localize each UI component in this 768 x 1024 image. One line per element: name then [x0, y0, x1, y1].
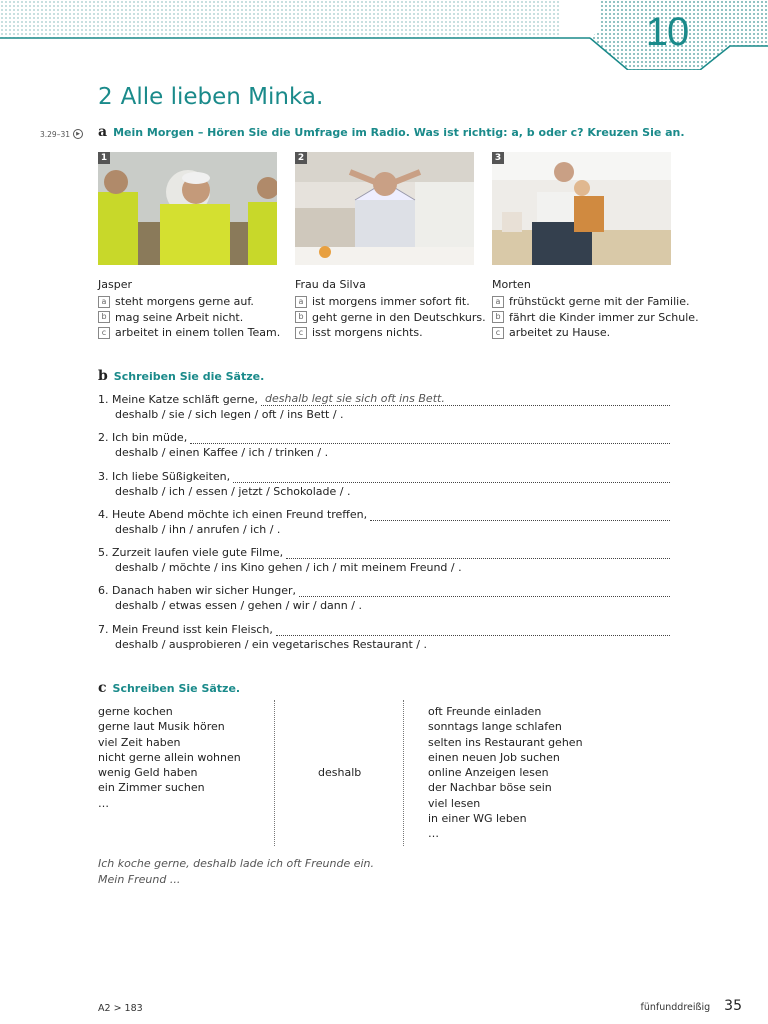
audio-reference[interactable] — [40, 129, 83, 139]
option-b[interactable] — [492, 310, 699, 326]
phrase: gerne kochen — [98, 705, 173, 718]
right-phrase-column — [428, 704, 583, 842]
checkbox[interactable]: b — [492, 311, 504, 323]
level-reference: A2 > 183 — [98, 1003, 143, 1014]
chapter-number: 10 — [645, 10, 689, 54]
sentence-prompt: deshalb / einen Kaffee / ich / trinken / . — [115, 446, 329, 460]
option-a[interactable] — [295, 294, 486, 310]
answer-line[interactable] — [286, 548, 670, 559]
option-b[interactable] — [98, 310, 280, 326]
checkbox[interactable]: c — [295, 327, 307, 339]
person-name: Morten — [492, 278, 531, 291]
sentence-item — [98, 507, 670, 545]
sentence-item — [98, 392, 670, 430]
exercise-number: 2 — [98, 84, 113, 110]
phrase: viel lesen — [428, 796, 481, 810]
answer-line[interactable] — [233, 472, 670, 483]
checkbox[interactable]: a — [98, 296, 110, 308]
option-c[interactable] — [98, 325, 280, 341]
checkbox[interactable]: b — [295, 311, 307, 323]
answer-line[interactable] — [370, 510, 670, 521]
option-text: steht morgens gerne auf. — [115, 295, 254, 309]
option-text: arbeitet zu Hause. — [509, 326, 611, 340]
phrase: oft Freunde einladen — [428, 705, 542, 718]
sentence-start: 4. Heute Abend möchte ich einen Freund treffen, — [98, 507, 368, 521]
sentence-item — [98, 469, 670, 507]
photo-father-child — [492, 152, 671, 265]
phrase: nicht gerne allein wohnen — [98, 750, 241, 764]
column-divider — [403, 700, 404, 846]
checkbox[interactable]: a — [295, 296, 307, 308]
option-text: isst morgens nichts. — [312, 326, 423, 340]
sentence-item — [98, 583, 670, 621]
task-instruction: Mein Morgen – Hören Sie die Umfrage im Radio. Was ist richtig: a, b oder c? Kreuzen Sie an. — [113, 126, 685, 139]
sentence-start: 2. Ich bin müde, — [98, 431, 188, 445]
task-instruction: Schreiben Sie die Sätze. — [113, 370, 265, 383]
phrase: in einer WG leben — [428, 812, 527, 826]
phrase: ein Zimmer suchen — [98, 781, 205, 795]
option-b[interactable] — [295, 310, 486, 326]
option-text: mag seine Arbeit nicht. — [115, 310, 244, 324]
task-letter: b — [98, 368, 108, 384]
answer-line[interactable] — [261, 392, 670, 406]
sentence-prompt: deshalb / ihn / anrufen / ich / . — [115, 522, 281, 536]
phrase: der Nachbar böse sein — [428, 781, 552, 795]
option-c[interactable] — [295, 325, 486, 341]
sentence-prompt: deshalb / etwas essen / gehen / wir / dann / . — [115, 599, 362, 613]
checkbox[interactable]: a — [492, 296, 504, 308]
checkbox[interactable]: b — [98, 311, 110, 323]
photo-woman-kitchen — [295, 152, 474, 265]
answer-line[interactable] — [276, 625, 670, 636]
phrase: einen neuen Job suchen — [428, 750, 560, 764]
sentence-start: 3. Ich liebe Süßigkeiten, — [98, 469, 231, 483]
sentence-start: 1. Meine Katze schläft gerne, — [98, 393, 259, 406]
sentence-item — [98, 545, 670, 583]
checkbox[interactable]: c — [98, 327, 110, 339]
column-divider — [274, 700, 275, 846]
option-c[interactable] — [492, 325, 699, 341]
phrase: viel Zeit haben — [98, 735, 181, 749]
sentence-prompt: deshalb / sie / sich legen / oft / ins Bett / . — [115, 408, 344, 421]
photo-workers — [98, 152, 277, 265]
option-a[interactable] — [98, 294, 280, 310]
task-letter: c — [98, 680, 107, 696]
person-frau-da-silva — [295, 278, 486, 341]
play-icon[interactable]: ▶ — [73, 129, 83, 139]
example-line: Ich koche gerne, deshalb lade ich oft Freunde ein. — [98, 857, 375, 870]
option-text: geht gerne in den Deutschkurs. — [312, 310, 486, 324]
page-footer — [641, 998, 743, 1014]
handwritten-answer: deshalb legt sie sich oft ins Bett. — [265, 392, 445, 405]
task-a-heading — [98, 124, 685, 140]
phrase: online Anzeigen lesen — [428, 766, 549, 780]
sentence-prompt: deshalb / ich / essen / jetzt / Schokolade / . — [115, 484, 351, 498]
option-text: arbeitet in einem tollen Team. — [115, 326, 281, 340]
person-morten — [492, 278, 699, 341]
photo-number: 3 — [492, 152, 504, 164]
handwritten-example — [98, 856, 374, 888]
page-number: 35 — [724, 998, 742, 1014]
answer-line[interactable] — [190, 433, 670, 444]
sentence-start: 7. Mein Freund isst kein Fleisch, — [98, 622, 273, 636]
example-line: Mein Freund ... — [98, 873, 181, 886]
exercise-title: Alle lieben Minka. — [120, 84, 324, 110]
sentence-list — [98, 392, 670, 660]
sentence-start: 6. Danach haben wir sicher Hunger, — [98, 584, 297, 598]
task-b-heading — [98, 368, 264, 384]
sentence-item — [98, 430, 670, 468]
task-instruction: Schreiben Sie Sätze. — [112, 682, 241, 695]
connector-word: deshalb — [318, 766, 362, 779]
sentence-prompt: deshalb / ausprobieren / ein vegetarisches Restaurant / . — [115, 637, 428, 651]
photo-number: 2 — [295, 152, 307, 164]
sentence-prompt: deshalb / möchte / ins Kino gehen / ich / mit meinem Freund / . — [115, 561, 462, 575]
phrase: … — [98, 796, 109, 810]
sentence-item — [98, 622, 670, 660]
phrase: selten ins Restaurant gehen — [428, 735, 583, 749]
person-jasper — [98, 278, 280, 341]
phrase: … — [428, 827, 439, 841]
phrase: sonntags lange schlafen — [428, 720, 562, 734]
option-a[interactable] — [492, 294, 699, 310]
audio-track-label: 3.29–31 — [40, 129, 70, 139]
photo-number: 1 — [98, 152, 110, 164]
phrase: wenig Geld haben — [98, 766, 198, 780]
left-phrase-column — [98, 704, 241, 811]
person-name: Jasper — [98, 278, 132, 291]
page-word: fünfunddreißig — [640, 1002, 711, 1013]
person-name: Frau da Silva — [295, 278, 366, 291]
page-title — [98, 84, 323, 110]
task-c-heading — [98, 680, 240, 696]
phrase: gerne laut Musik hören — [98, 720, 225, 734]
answer-line[interactable] — [299, 586, 670, 597]
sentence-start: 5. Zurzeit laufen viele gute Filme, — [98, 546, 284, 560]
task-letter: a — [98, 124, 108, 140]
checkbox[interactable]: c — [492, 327, 504, 339]
option-text: frühstückt gerne mit der Familie. — [509, 295, 690, 309]
option-text: ist morgens immer sofort fit. — [312, 295, 470, 309]
option-text: fährt die Kinder immer zur Schule. — [509, 310, 699, 324]
